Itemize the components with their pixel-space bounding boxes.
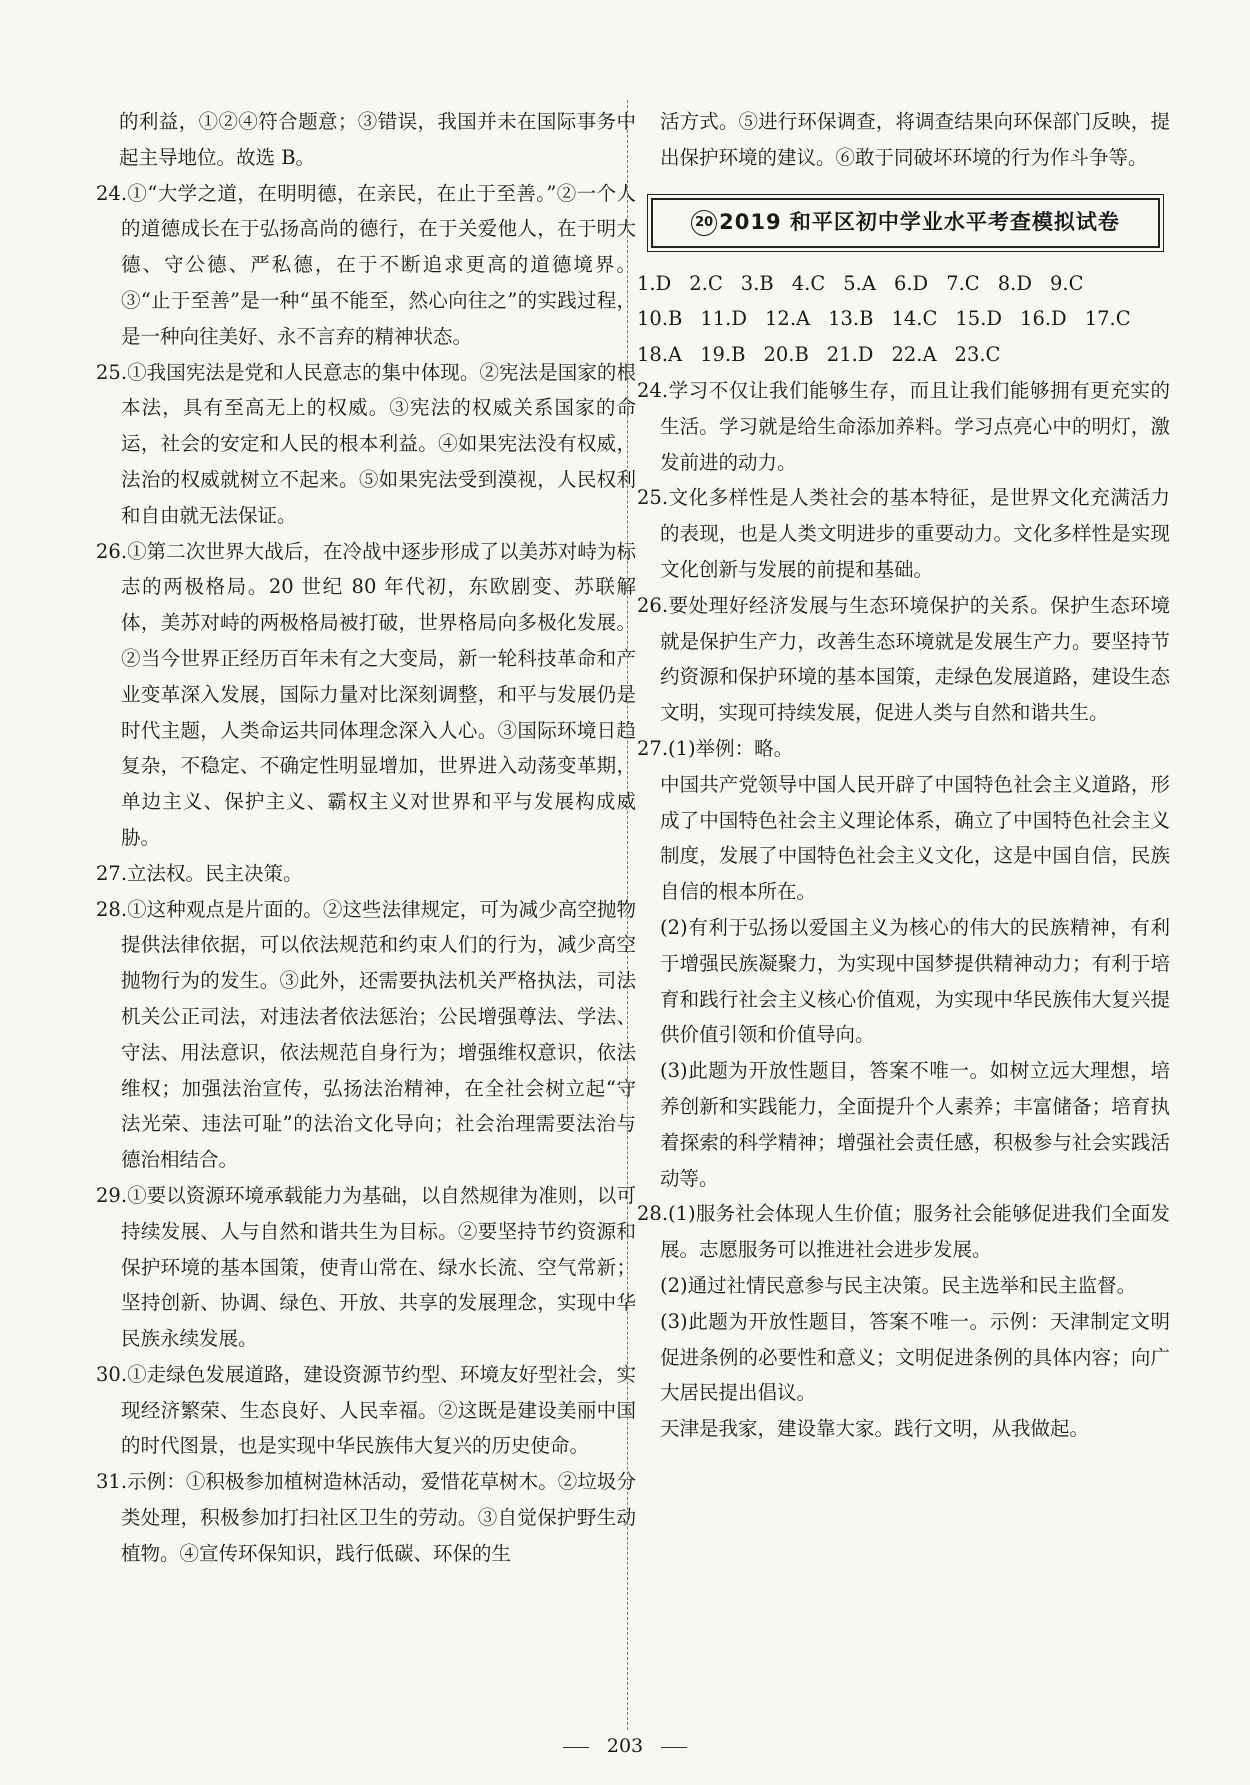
answer-27: 27.立法权。民主决策。	[96, 861, 303, 885]
mc-row	[637, 337, 1170, 373]
mc-answer: 22.A	[891, 343, 937, 367]
answer-23-continued: 的利益，①②④符合题意；③错误，我国并未在国际事务中起主导地位。故选 B。	[119, 110, 636, 169]
mc-answer: 20.B	[763, 343, 809, 367]
mc-answer: 14.C	[891, 307, 938, 331]
mc-answer: 21.D	[826, 343, 874, 367]
mc-row	[637, 266, 1170, 302]
answer-31: 31.示例：①积极参加植树造林活动，爱惜花草树木。②垃圾分类处理，积极参加打扫社区卫生的劳动。③自觉保护野生动植物。④宣传环保知识，践行低碳、环保的生	[96, 1470, 636, 1565]
answer-24-right: 24.学习不仅让我们能够生存，而且让我们能够拥有更充实的生活。学习就是给生命添加养料。学习点亮心中的明灯，激发前进的动力。	[637, 378, 1170, 474]
page-number: 203	[606, 1735, 644, 1757]
mc-row	[637, 301, 1170, 337]
mc-answer: 7.C	[946, 271, 980, 295]
answer-28: 28.①这种观点是片面的。②这些法律规定，可为减少高空抛物提供法律依据，可以依法规范和约束人们的行为，减少高空抛物行为的发生。③此外，还需要执法机关严格执法，司法机关公正司法，对违法者依法惩治；公民增强尊法、学法、守法、用法意识，依法规范自身行为；增强维权意识，依法维权；加强法治宣传，弘扬法治精神，在全社会树立起“守法光荣、违法可耻”的法治文化导向；社会治理需要法治与德治相结合。	[96, 897, 636, 1172]
mc-answer: 18.A	[637, 343, 683, 367]
mc-answer: 17.C	[1084, 307, 1131, 331]
mc-answer: 3.B	[740, 271, 774, 295]
answer-26: 26.①第二次世界大战后，在冷战中逐步形成了以美苏对峙为标志的两极格局。20 世纪 80 年代初，东欧剧变、苏联解体，美苏对峙的两极格局被打破，世界格局向多极化发展。②当今世界正经历百年未有之大变局，新一轮科技革命和产业变革深入发展，国际力量对比深刻调整，和平与发展仍是时代主题，人类命运共同体理念深入人心。③国际环境日趋复杂，不稳定、不确定性明显增加，世界进入动荡变革期，单边主义、保护主义、霸权主义对世界和平与发展构成威胁。	[96, 539, 636, 849]
footer-dash-left	[563, 1747, 589, 1748]
mc-answer: 23.C	[954, 343, 1001, 367]
mc-answer: 10.B	[637, 307, 683, 331]
answer-28-part2: (2)通过社情民意参与民主决策。民主选举和民主监督。	[660, 1273, 1137, 1297]
mc-answer: 11.D	[700, 307, 747, 331]
answer-27-part2: (2)有利于弘扬以爱国主义为核心的伟大的民族精神，有利于增强民族凝聚力，为实现中国梦提供精神动力；有利于培育和践行社会主义核心价值观，为实现中华民族伟大复兴提供价值引领和价值导向。	[660, 915, 1170, 1047]
answer-25-right: 25.文化多样性是人类社会的基本特征，是世界文化充满活力的表现，也是人类文明进步的重要动力。文化多样性是实现文化创新与发展的前提和基础。	[637, 486, 1170, 581]
answer-28-part1: 28.(1)服务社会体现人生价值；服务社会能够促进我们全面发展。志愿服务可以推进社会进步发展。	[637, 1202, 1170, 1262]
right-column	[637, 104, 1170, 1447]
page-footer	[0, 1735, 1250, 1757]
column-divider	[627, 100, 628, 1730]
mc-answer: 13.B	[828, 307, 874, 331]
mc-answer: 12.A	[765, 307, 811, 331]
section-number-badge: 20	[691, 210, 717, 236]
answer-27-part1-detail: 中国共产党领导中国人民开辟了中国特色社会主义道路，形成了中国特色社会主义理论体系，确立了中国特色社会主义制度，发展了中国特色社会主义文化，这是中国自信，民族自信的根本所在。	[660, 772, 1170, 904]
answer-24: 24.①“大学之道，在明明德，在亲民，在止于至善。”②一个人的道德成长在于弘扬高尚的德行，在于关爱他人，在于明大德、守公德、严私德，在于不断追求更高的道德境界。③“止于至善”是一种“虽不能至，然心向往之”的实践过程，是一种向往美好、永不言弃的精神状态。	[96, 181, 636, 348]
footer-dash-right	[661, 1747, 687, 1748]
mc-answer: 2.C	[689, 271, 723, 295]
mc-answer: 4.C	[791, 271, 826, 295]
mc-answer: 8.D	[997, 271, 1032, 295]
mc-answer: 1.D	[637, 271, 672, 295]
mc-answer: 16.D	[1020, 307, 1067, 331]
section-title: 2019 和平区初中学业水平考查模拟试卷	[719, 209, 1120, 234]
mc-answer: 15.D	[955, 307, 1003, 331]
left-column	[96, 104, 636, 1572]
answer-26-right: 26.要处理好经济发展与生态环境保护的关系。保护生态环境就是保护生产力，改善生态环境就是发展生产力。要坚持节约资源和保护环境的基本国策，走绿色发展道路，建设生态文明，实现可持续发展，促进人类与自然和谐共生。	[637, 593, 1170, 725]
answer-25: 25.①我国宪法是党和人民意志的集中体现。②宪法是国家的根本法，具有至高无上的权威。③宪法的权威关系国家的命运，社会的安定和人民的根本利益。④如果宪法没有权威，法治的权威就树立不起来。⑤如果宪法受到漠视，人民权利和自由就无法保证。	[96, 360, 636, 527]
mc-answer: 6.D	[893, 271, 929, 295]
answer-30: 30.①走绿色发展道路，建设资源节约型、环境友好型社会，实现经济繁荣、生态良好、人民幸福。②这既是建设美丽中国的时代图景，也是实现中华民族伟大复兴的历史使命。	[96, 1362, 636, 1458]
section-title-box	[651, 198, 1160, 248]
mc-answer: 5.A	[843, 271, 876, 295]
answer-31-continued: 活方式。⑤进行环保调查，将调查结果向环保部门反映，提出保护环境的建议。⑥敢于同破坏环境的行为作斗争等。	[660, 110, 1170, 169]
answer-29: 29.①要以资源环境承载能力为基础，以自然规律为准则，以可持续发展、人与自然和谐共生为目标。②要坚持节约资源和保护环境的基本国策，使青山常在、绿水长流、空气常新；坚持创新、协调、绿色、开放、共享的发展理念，实现中华民族永续发展。	[96, 1183, 636, 1351]
mc-answer: 19.B	[700, 343, 746, 367]
answer-27-part3: (3)此题为开放性题目，答案不唯一。如树立远大理想，培养创新和实践能力，全面提升个人素养；丰富储备；培育执着探索的科学精神；增强社会责任感，积极参与社会实践活动等。	[660, 1059, 1170, 1190]
answer-28-slogan: 天津是我家，建设靠大家。践行文明，从我做起。	[660, 1417, 1090, 1441]
answer-28-part3: (3)此题为开放性题目，答案不唯一。示例：天津制定文明促进条例的必要性和意义；文明促进条例的具体内容；向广大居民提出倡议。	[660, 1309, 1170, 1405]
multiple-choice-answers	[637, 266, 1170, 373]
mc-answer: 9.C	[1049, 271, 1084, 295]
answer-27-part1: 27.(1)举例：略。	[637, 736, 794, 760]
